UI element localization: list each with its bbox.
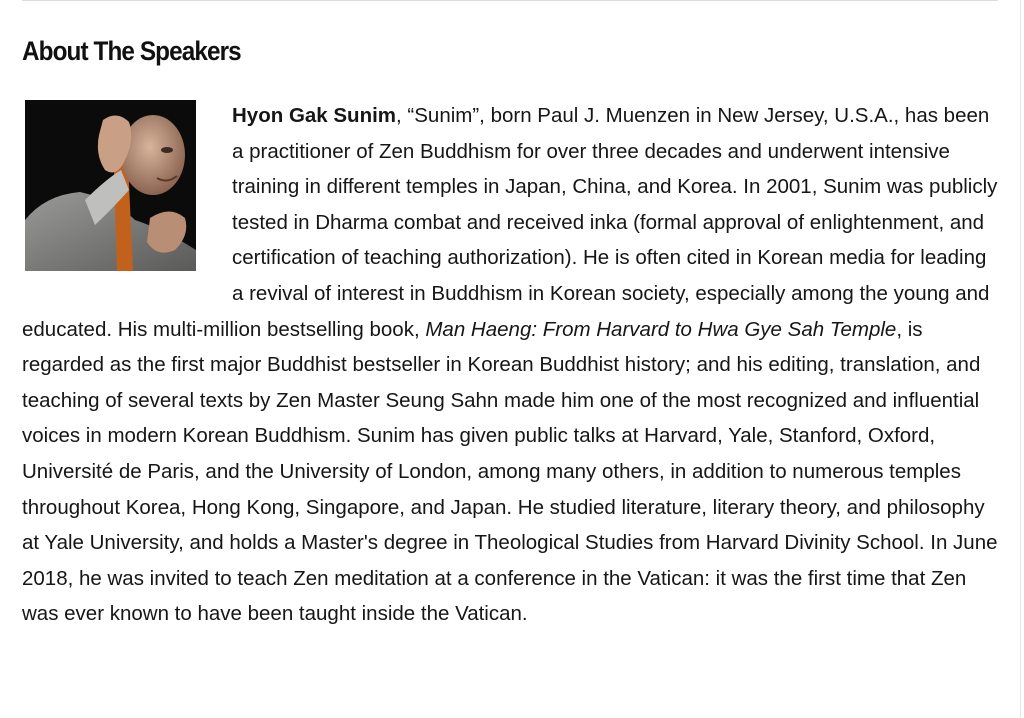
section-title: About The Speakers — [22, 36, 241, 66]
about-speakers-section — [22, 34, 1000, 632]
bio-text-part2: , is regarded as the first major Buddhist bestseller in Korean Buddhist history; and his editing, translation, and teaching of several texts by Zen Master Seung Sahn made him one of the most recognized and influential voices in modern Korean Buddhism. Sunim has given public talks at Harvard, Yale, Stanford, Oxford, Université de Paris, and the University of London, among many others, in addition to numerous temples throughout Korea, Hong Kong, Singapore, and Japan. He studied literature, literary theory, and philosophy at Yale University, and holds a Master's degree in Theological Studies from Harvard Divinity School. In June 2018, he was invited to teach Zen meditation at a conference in the Vatican: it was the first time that Zen was ever known to have been taught inside the Vatican. — [22, 317, 998, 626]
speaker-name: Hyon Gak Sunim — [232, 104, 397, 127]
top-divider — [22, 0, 998, 1]
speaker-portrait-icon — [25, 100, 196, 271]
speaker-bio — [22, 98, 1000, 632]
book-title: Man Haeng: From Harvard to Hwa Gye Sah Temple — [425, 317, 897, 341]
bio-text-part1: , “Sunim”, born Paul J. Muenzen in New Jersey, U.S.A., has been a practitioner of Zen Buddhism for over three decades and underwent intensive training in different temples in Japan, China, and Korea. In 2001, Sunim was publicly tested in Dharma combat and received inka (formal approval of enlightenment, and certification of teaching authorization). He is often cited in Korean media for leading a revival of interest in Buddhism in Korean society, especially among the young and educated. His multi-million bestselling book, — [22, 104, 998, 341]
page-edge — [1020, 0, 1021, 718]
speaker-photo — [25, 100, 196, 271]
